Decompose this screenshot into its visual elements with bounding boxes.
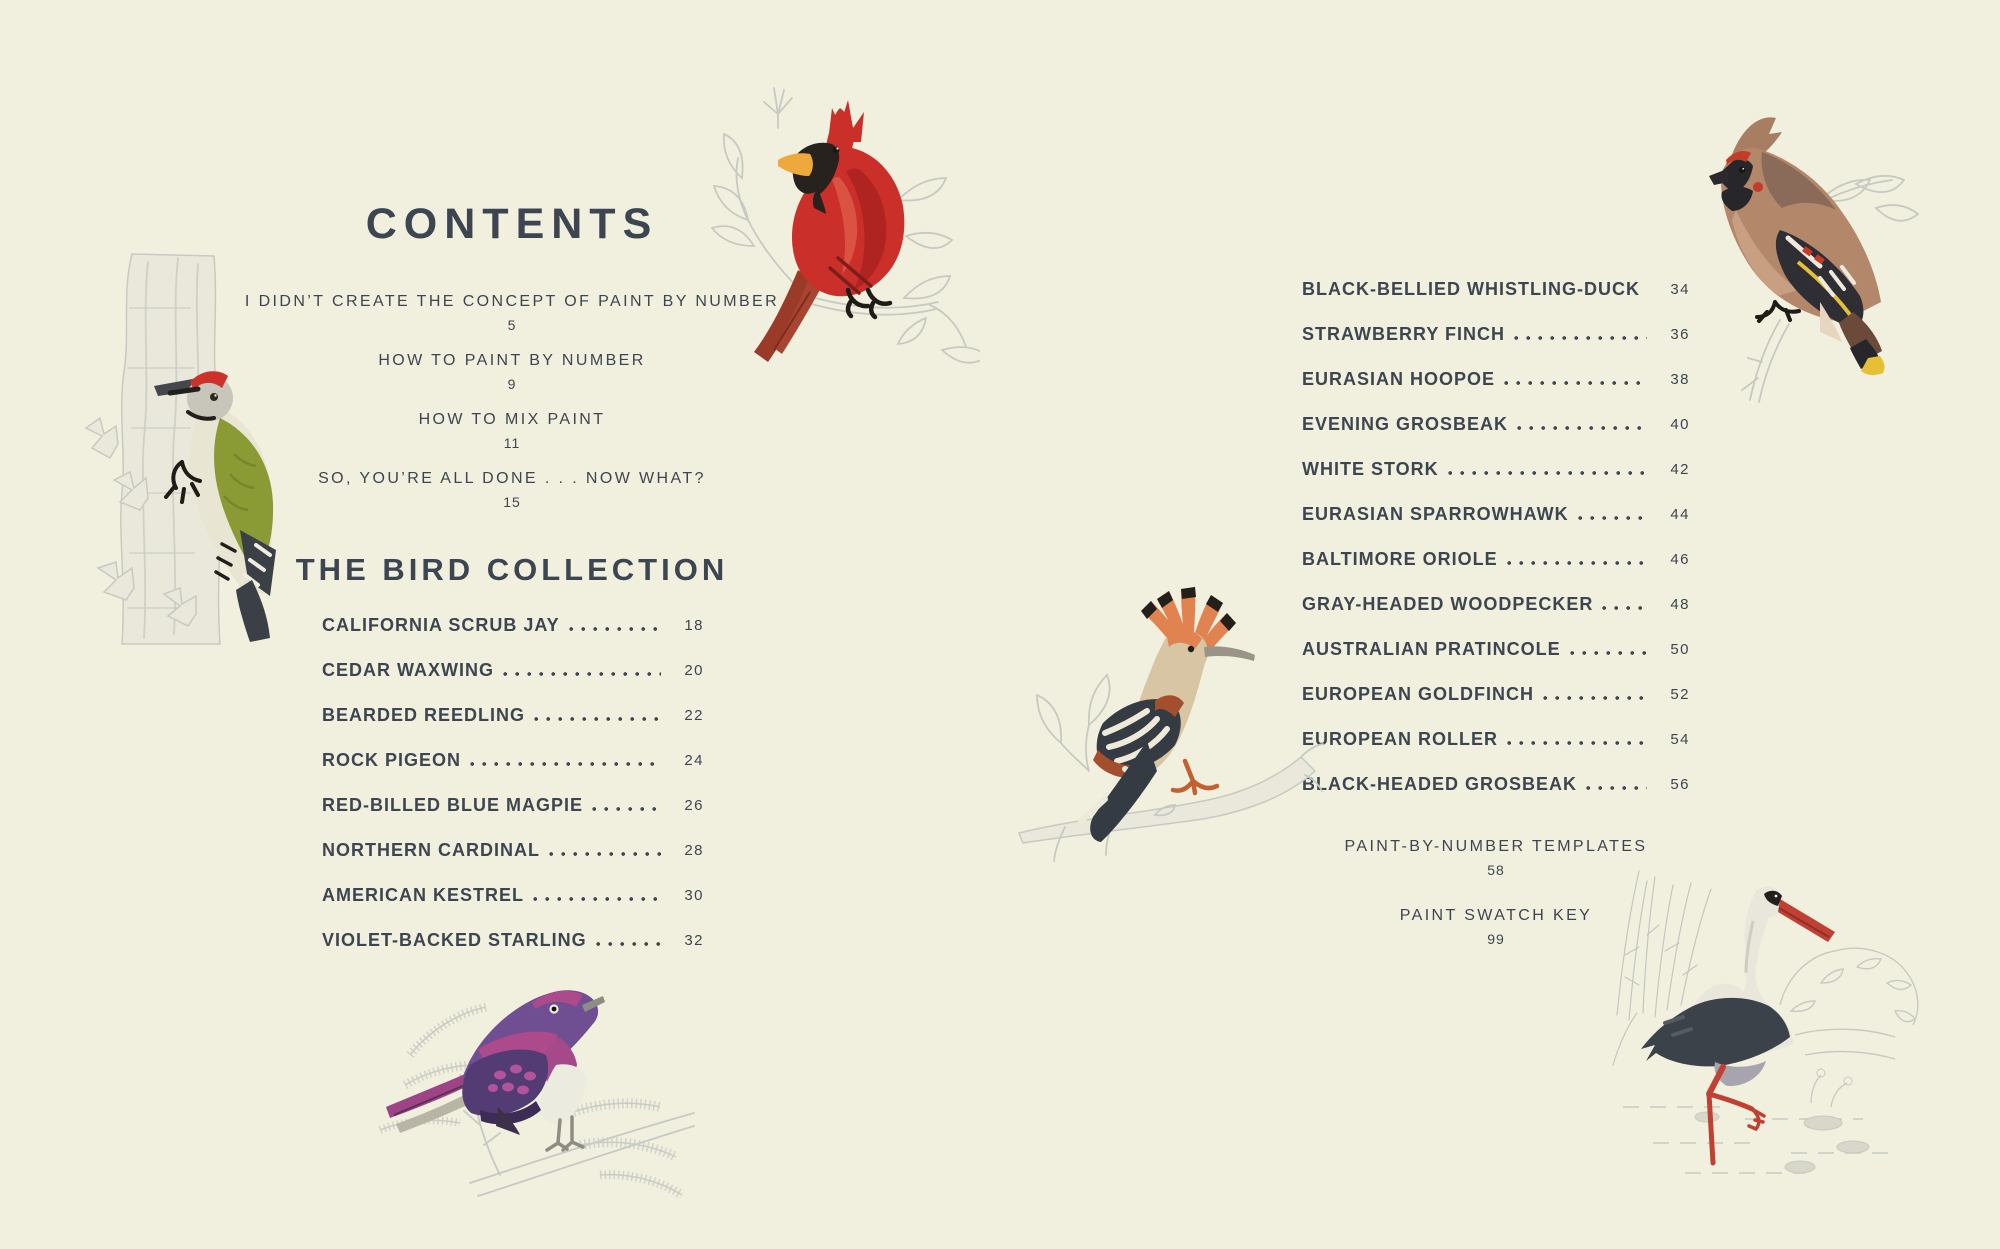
dot-leader xyxy=(592,806,661,812)
toc-entry xyxy=(322,828,704,873)
toc-entry xyxy=(322,873,704,918)
toc-entry-label: PAINT-BY-NUMBER TEMPLATES xyxy=(1344,838,1648,855)
starling-bird xyxy=(386,990,605,1150)
toc-entry-label: BLACK-HEADED GROSBEAK xyxy=(1302,774,1578,794)
toc-entry-page: 9 xyxy=(507,376,517,392)
toc-entry-label: EVENING GROSBEAK xyxy=(1302,414,1509,434)
toc-entry-label: EURASIAN HOOPOE xyxy=(1302,369,1496,389)
toc-entry-label: BLACK-BELLIED WHISTLING-DUCK xyxy=(1302,279,1640,299)
toc-entry-label: CALIFORNIA SCRUB JAY xyxy=(322,615,560,635)
toc-entry-label: EUROPEAN GOLDFINCH xyxy=(1302,684,1535,704)
toc-entry-page: 56 xyxy=(1670,776,1690,793)
toc-entry-label: BEARDED REEDLING xyxy=(322,705,526,725)
toc-entry-page: 48 xyxy=(1670,596,1690,613)
eurasian-hoopoe-illustration xyxy=(1005,565,1325,865)
toc-entry-label: AMERICAN KESTREL xyxy=(322,885,525,905)
toc-entry-page: 52 xyxy=(1670,686,1690,703)
toc-entry xyxy=(1302,357,1690,402)
toc-entry-label: ROCK PIGEON xyxy=(322,750,462,770)
toc-entry-label: I DIDN’T CREATE THE CONCEPT OF PAINT BY NUMBER xyxy=(244,293,780,310)
toc-entry-page: 54 xyxy=(1670,731,1690,748)
dot-leader xyxy=(1586,785,1647,791)
dot-leader xyxy=(1504,380,1647,386)
section-title-bird-collection: THE BIRD COLLECTION xyxy=(295,552,729,587)
toc-entry-page: 58 xyxy=(1487,862,1505,878)
toc-entry-page: 30 xyxy=(684,887,704,904)
toc-entry-page: 40 xyxy=(1670,416,1690,433)
toc-entry-page: 15 xyxy=(503,494,521,510)
toc-entry xyxy=(1302,537,1690,582)
dot-leader xyxy=(1517,425,1647,431)
toc-entry-page: 34 xyxy=(1670,281,1690,298)
dot-leader xyxy=(549,851,661,857)
toc-entry xyxy=(322,603,704,648)
bird-collection-list-right xyxy=(1302,267,1690,807)
toc-entry-page: 46 xyxy=(1670,551,1690,568)
toc-entry xyxy=(212,408,812,455)
dot-leader xyxy=(503,671,661,677)
cardinal-bird xyxy=(754,100,904,362)
toc-entry-label: NORTHERN CARDINAL xyxy=(322,840,540,860)
bohemian-waxwing-illustration xyxy=(1670,80,1920,410)
toc-entry-page: 42 xyxy=(1670,461,1690,478)
toc-entry-page: 20 xyxy=(684,662,704,679)
toc-entry-page: 36 xyxy=(1670,326,1690,343)
toc-entry-label: HOW TO PAINT BY NUMBER xyxy=(378,352,646,369)
toc-entry-page: 11 xyxy=(503,435,521,451)
toc-entry-label: GRAY-HEADED WOODPECKER xyxy=(1302,594,1594,614)
northern-cardinal-illustration xyxy=(690,50,980,395)
toc-entry-page: 44 xyxy=(1670,506,1690,523)
toc-entry xyxy=(1302,717,1690,762)
toc-entry-page: 38 xyxy=(1670,371,1690,388)
dot-leader xyxy=(1578,515,1647,521)
toc-entry-page: 18 xyxy=(684,617,704,634)
dot-leader xyxy=(569,626,661,632)
toc-entry xyxy=(322,783,704,828)
toc-entry xyxy=(1302,312,1690,357)
toc-entry-page: 5 xyxy=(507,317,517,333)
waxwing-bird xyxy=(1709,117,1884,375)
toc-entry xyxy=(1302,402,1690,447)
page-title: CONTENTS xyxy=(365,200,659,248)
white-stork-illustration xyxy=(1595,855,1940,1200)
toc-entry xyxy=(1302,762,1690,807)
toc-entry-label: BALTIMORE ORIOLE xyxy=(1302,549,1498,569)
toc-entry-page: 32 xyxy=(684,932,704,949)
toc-entry-label: AUSTRALIAN PRATINCOLE xyxy=(1302,639,1561,659)
dot-leader xyxy=(1507,560,1647,566)
toc-entry xyxy=(212,467,812,514)
toc-entry xyxy=(1302,627,1690,672)
toc-entry-label: PAINT SWATCH KEY xyxy=(1399,907,1593,924)
toc-entry-label: HOW TO MIX PAINT xyxy=(418,411,606,428)
toc-entry xyxy=(1302,267,1690,312)
lily-pads xyxy=(1695,1069,1869,1173)
dot-leader xyxy=(1514,335,1647,341)
toc-entry xyxy=(1302,582,1690,627)
dot-leader xyxy=(533,896,661,902)
dot-leader xyxy=(534,716,661,722)
dot-leader xyxy=(1507,740,1647,746)
toc-entry-page: 22 xyxy=(684,707,704,724)
toc-entry-page: 50 xyxy=(1670,641,1690,658)
toc-entry-page: 28 xyxy=(684,842,704,859)
toc-entry-label: SO, YOU’RE ALL DONE . . . NOW WHAT? xyxy=(318,470,706,487)
toc-entry xyxy=(322,693,704,738)
toc-entry xyxy=(322,648,704,693)
dot-leader xyxy=(1448,470,1647,476)
toc-entry-label: VIOLET-BACKED STARLING xyxy=(322,930,587,950)
bird-collection-list-left xyxy=(322,603,704,963)
dot-leader xyxy=(1543,695,1647,701)
dot-leader xyxy=(1570,650,1647,656)
dot-leader xyxy=(470,761,661,767)
toc-entry-label: RED-BILLED BLUE MAGPIE xyxy=(322,795,584,815)
violet-backed-starling-illustration xyxy=(350,945,695,1210)
toc-entry-label: EURASIAN SPARROWHAWK xyxy=(1302,504,1569,524)
toc-entry xyxy=(1302,447,1690,492)
toc-entry-page: 26 xyxy=(684,797,704,814)
toc-entry-label: CEDAR WAXWING xyxy=(322,660,494,680)
toc-entry xyxy=(1302,492,1690,537)
gray-headed-woodpecker-illustration xyxy=(70,248,300,648)
toc-entry-label: STRAWBERRY FINCH xyxy=(1302,324,1506,344)
toc-entry-page: 24 xyxy=(684,752,704,769)
toc-entry-label: WHITE STORK xyxy=(1302,459,1439,479)
toc-entry-label: EUROPEAN ROLLER xyxy=(1302,729,1499,749)
toc-entry-page: 99 xyxy=(1487,931,1505,947)
toc-entry xyxy=(1302,672,1690,717)
dot-leader xyxy=(1602,605,1647,611)
toc-entry xyxy=(322,738,704,783)
